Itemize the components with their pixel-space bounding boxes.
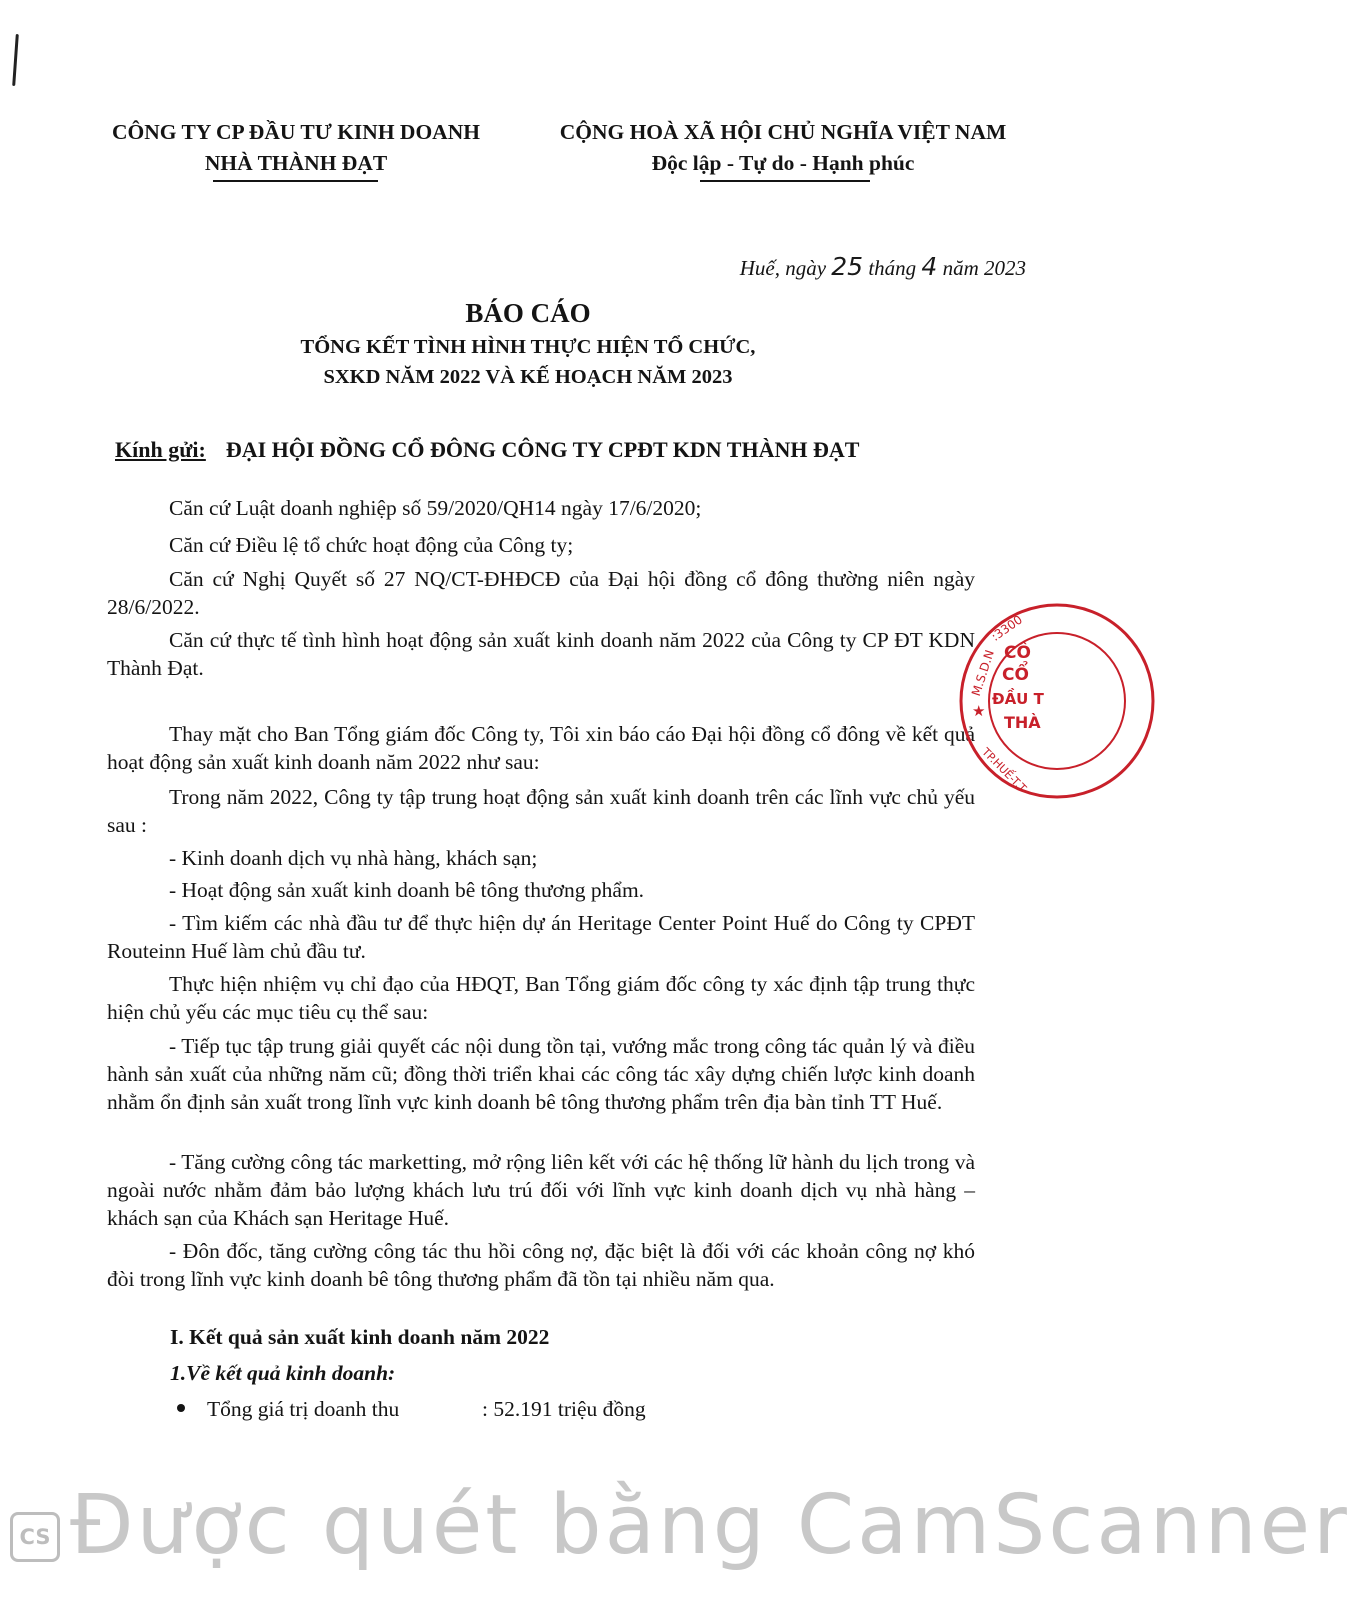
company-seal-icon (952, 596, 1162, 806)
recipient-line (115, 437, 859, 463)
list-item-concrete: - Hoạt động sản xuất kinh doanh bê tông thương phẩm. (169, 878, 645, 902)
subsection-heading: 1.Về kết quả kinh doanh: (170, 1361, 396, 1385)
list-item-objective-2: - Tăng cường công tác marketting, mở rộng liên kết với các hệ thống lữ hành du lịch trong và ngoài nước nhằm đảm bảo lượng khách lưu trú đối với lĩnh vực kinh doanh dịch vụ nhà hàng – khách sạn của Khách sạn Heritage Huế. (107, 1150, 975, 1230)
list-item-objective-1: - Tiếp tục tập trung giải quyết các nội dung tồn tại, vướng mắc trong công tác quản lý và điều hành sản xuất của những năm cũ; đồng thời triển khai các công tác xây dựng chiến lược kinh doanh nhằm ổn định sản xuất trong lĩnh vực kinh doanh bê tông thương phẩm trên địa bàn tỉnh TT Huế. (107, 1034, 975, 1114)
date-month-handwritten: 4 (921, 252, 938, 281)
svg-text:THÀ: THÀ (1004, 713, 1041, 732)
national-motto-block (548, 117, 1018, 179)
date-month-label: tháng (868, 256, 917, 280)
company-name-line2: NHÀ THÀNH ĐẠT (204, 151, 388, 175)
report-subtitle-line1: TỔNG KẾT TÌNH HÌNH THỰC HIỆN TỔ CHỨC, (300, 336, 756, 358)
national-title: CỘNG HOÀ XÃ HỘI CHỦ NGHĨA VIỆT NAM (559, 120, 1007, 144)
national-motto: Độc lập - Tự do - Hạnh phúc (651, 151, 915, 175)
list-item-hospitality: - Kinh doanh dịch vụ nhà hàng, khách sạn; (169, 846, 538, 870)
recipient-label: Kính gửi: (115, 437, 206, 462)
paragraph-introduction: Thay mặt cho Ban Tổng giám đốc Công ty, Tôi xin báo cáo Đại hội đồng cổ đông về kết quả hoạt động sản xuất kinh doanh năm 2022 như sau: (107, 722, 975, 774)
date-prefix: Huế, ngày (739, 256, 827, 280)
paragraph-legal-basis-1: Căn cứ Luật doanh nghiệp số 59/2020/QH14 ngày 17/6/2020; (169, 496, 702, 520)
paragraph-focus-areas: Trong năm 2022, Công ty tập trung hoạt động sản xuất kinh doanh trên các lĩnh vực chủ yếu sau : (107, 785, 975, 837)
section-heading: I. Kết quả sản xuất kinh doanh năm 2022 (170, 1325, 550, 1349)
recipient-name: ĐẠI HỘI ĐỒNG CỔ ĐÔNG CÔNG TY CPĐT KDN THÀNH ĐẠT (225, 437, 860, 462)
date-day-handwritten: 25 (831, 252, 864, 281)
paragraph-legal-basis-2: Căn cứ Điều lệ tổ chức hoạt động của Công ty; (169, 533, 574, 557)
camscanner-logo-icon: CS (10, 1512, 60, 1562)
svg-text:★: ★ (972, 702, 986, 720)
scanner-watermark: Được quét bằng CamScanner (70, 1478, 1350, 1573)
revenue-bullet (177, 1397, 646, 1422)
paragraph-objectives: Thực hiện nhiệm vụ chỉ đạo của HĐQT, Ban Tổng giám đốc công ty xác định tập trung thực hiện chủ yếu các mục tiêu cụ thể sau: (107, 972, 975, 1024)
revenue-value: : 52.191 triệu đồng (482, 1397, 646, 1421)
paragraph-legal-basis-4: Căn cứ thực tế tình hình hoạt động sản xuất kinh doanh năm 2022 của Công ty CP ĐT KDN Thành Đạt. (107, 628, 975, 680)
svg-text:TP.HUẾ-T.T: TP.HUẾ-T.T (979, 745, 1029, 795)
svg-text:CỔ: CỔ (1002, 665, 1029, 685)
paragraph-legal-basis-3: Căn cứ Nghị Quyết số 27 NQ/CT-ĐHĐCĐ của Đại hội đồng cổ đông thường niên ngày 28/6/2022. (107, 567, 975, 619)
svg-text:CÔ: CÔ (1004, 643, 1031, 663)
list-item-investors: - Tìm kiếm các nhà đầu tư để thực hiện dự án Heritage Center Point Huế do Công ty CPĐT Routeinn Huế làm chủ đầu tư. (107, 911, 975, 963)
list-item-objective-3: - Đôn đốc, tăng cường công tác thu hồi công nợ, đặc biệt là đối với các khoản công nợ khó đòi trong lĩnh vực kinh doanh bê tông thương phẩm đã tồn tại nhiều năm qua. (107, 1239, 975, 1291)
bullet-dot-icon (177, 1404, 185, 1412)
date-year-label: năm 2023 (942, 256, 1026, 280)
national-motto-underline (700, 180, 870, 182)
svg-text::3300: :3300 (988, 612, 1026, 644)
company-name-underline (213, 180, 378, 182)
company-name-block (90, 117, 502, 179)
svg-text:M.S.D.N: M.S.D.N (968, 648, 997, 698)
pen-mark (12, 34, 19, 86)
svg-text:ĐẦU T: ĐẦU T (992, 690, 1044, 708)
report-title: BÁO CÁO (465, 298, 591, 328)
revenue-label: Tổng giá trị doanh thu (207, 1397, 400, 1421)
company-name-line1: CÔNG TY CP ĐẦU TƯ KINH DOANH (112, 120, 480, 144)
date-line (740, 252, 1026, 281)
report-subtitle-line2: SXKD NĂM 2022 VÀ KẾ HOẠCH NĂM 2023 (323, 366, 733, 388)
